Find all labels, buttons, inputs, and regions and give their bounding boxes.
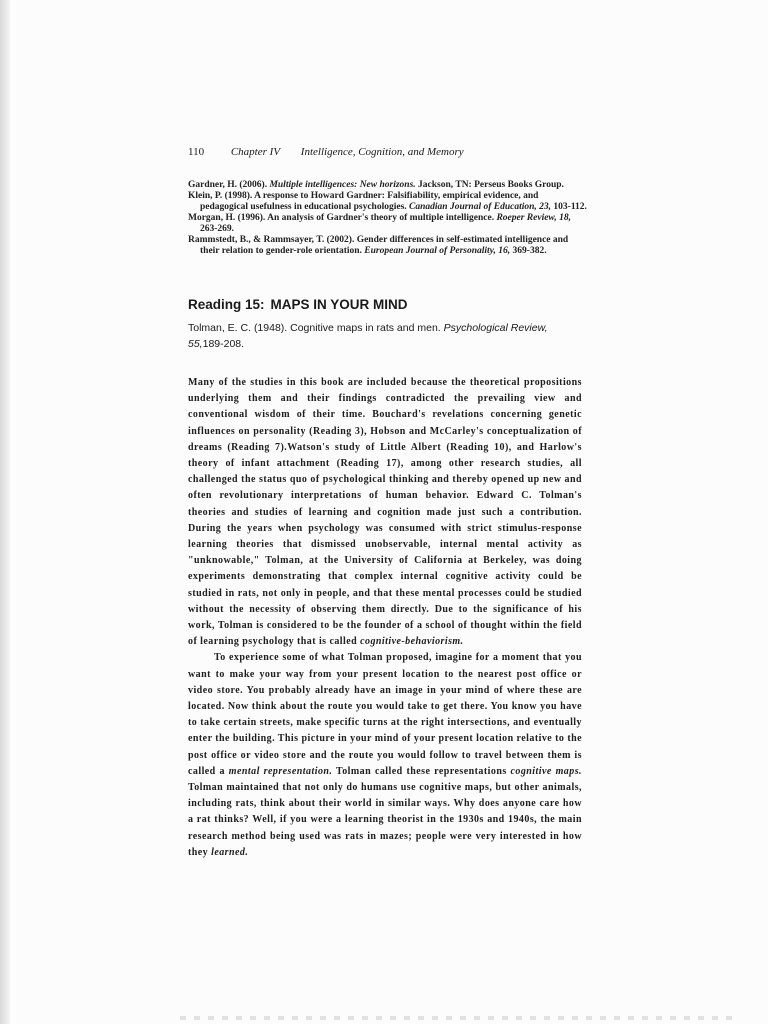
reading-label: Reading 15: — [188, 297, 265, 312]
chapter-title: Intelligence, Cognition, and Memory — [300, 146, 464, 158]
running-header — [188, 146, 608, 158]
paragraph-1: Many of the studies in this book are included because the theoretical propositions underlying them and their findings contradicted the prevailing view and conventional wisdom of their time. Bouchard's revelations concerning genetic influences on personality (Reading 3), Hobson and McCarley's conceptualization of dreams (Reading 7).Watson's study of Little Albert (Reading 10), and Harlow's theory of infant attachment (Reading 17), among other research studies, all challenged the status quo of psychological thinking and thereby opened up new and often revolutionary interpretations of human behavior. Edward C. Tolman's theories and studies of learning and cognition made just such a contribution. During the years when psychology was consumed with strict stimulus-response learning theories that dismissed unobservable, internal mental activity as "unknowable," Tolman, at the University of California at Berkeley, was doing experiments demonstrating that complex internal cognitive activity could be studied in rats, not only in people, and that these mental processes could be studied without the necessity of observing them directly. Due to the significance of his work, Tolman is considered to be the founder of a school of thought within the field of learning psychology that is called cognitive-behaviorism. — [188, 377, 582, 648]
reference-list — [188, 180, 588, 257]
chapter-label: Chapter IV — [230, 146, 281, 158]
scan-edge-shadow — [0, 0, 10, 1024]
page-number: 110 — [188, 146, 205, 158]
reading-title: MAPS IN YOUR MIND — [270, 297, 408, 312]
scan-bottom-artifact — [180, 1016, 740, 1020]
reference-item: Klein, P. (1998). A response to Howard Gardner: Falsifiability, empirical evidence, and pedagogical usefulness in educational psychologies. Canadian Journal of Education, 23, 103-112. — [188, 191, 587, 212]
paragraph-2: To experience some of what Tolman proposed, imagine for a moment that you want to make your way from your present location to the nearest post office or video store. You probably already have an image in your mind of where these are located. Now think about the route you would take to get there. You know you have to take certain streets, make specific turns at the right intersections, and eventually enter the building. This picture in your mind of your present location relative to the post office or video store and the route you would follow to travel between them is called a mental representation. Tolman called these representations cognitive maps. Tolman maintained that not only do humans use cognitive maps, but other animals, including rats, think about their world in similar ways. Why does anyone care how a rat thinks? Well, if you were a learning theorist in the 1930s and 1940s, the main research method being used was rats in mazes; people were very interested in how they learned. — [188, 652, 583, 858]
reference-item: Morgan, H. (1996). An analysis of Gardner's theory of multiple intelligence. Roeper Review, 18, 263-269. — [188, 213, 572, 234]
reading-heading — [188, 297, 408, 312]
reference-item: Rammstedt, B., & Rammsayer, T. (2002). Gender differences in self-estimated intelligence and their relation to gender-role orientation. European Journal of Personality, 16, 369-382. — [188, 235, 569, 256]
reference-item: Gardner, H. (2006). Multiple intelligences: New horizons. Jackson, TN: Perseus Books Group. — [188, 180, 564, 190]
body-text — [188, 375, 582, 861]
reading-citation: Tolman, E. C. (1948). Cognitive maps in rats and men. Psychological Review, 55,189-208. — [188, 322, 548, 350]
